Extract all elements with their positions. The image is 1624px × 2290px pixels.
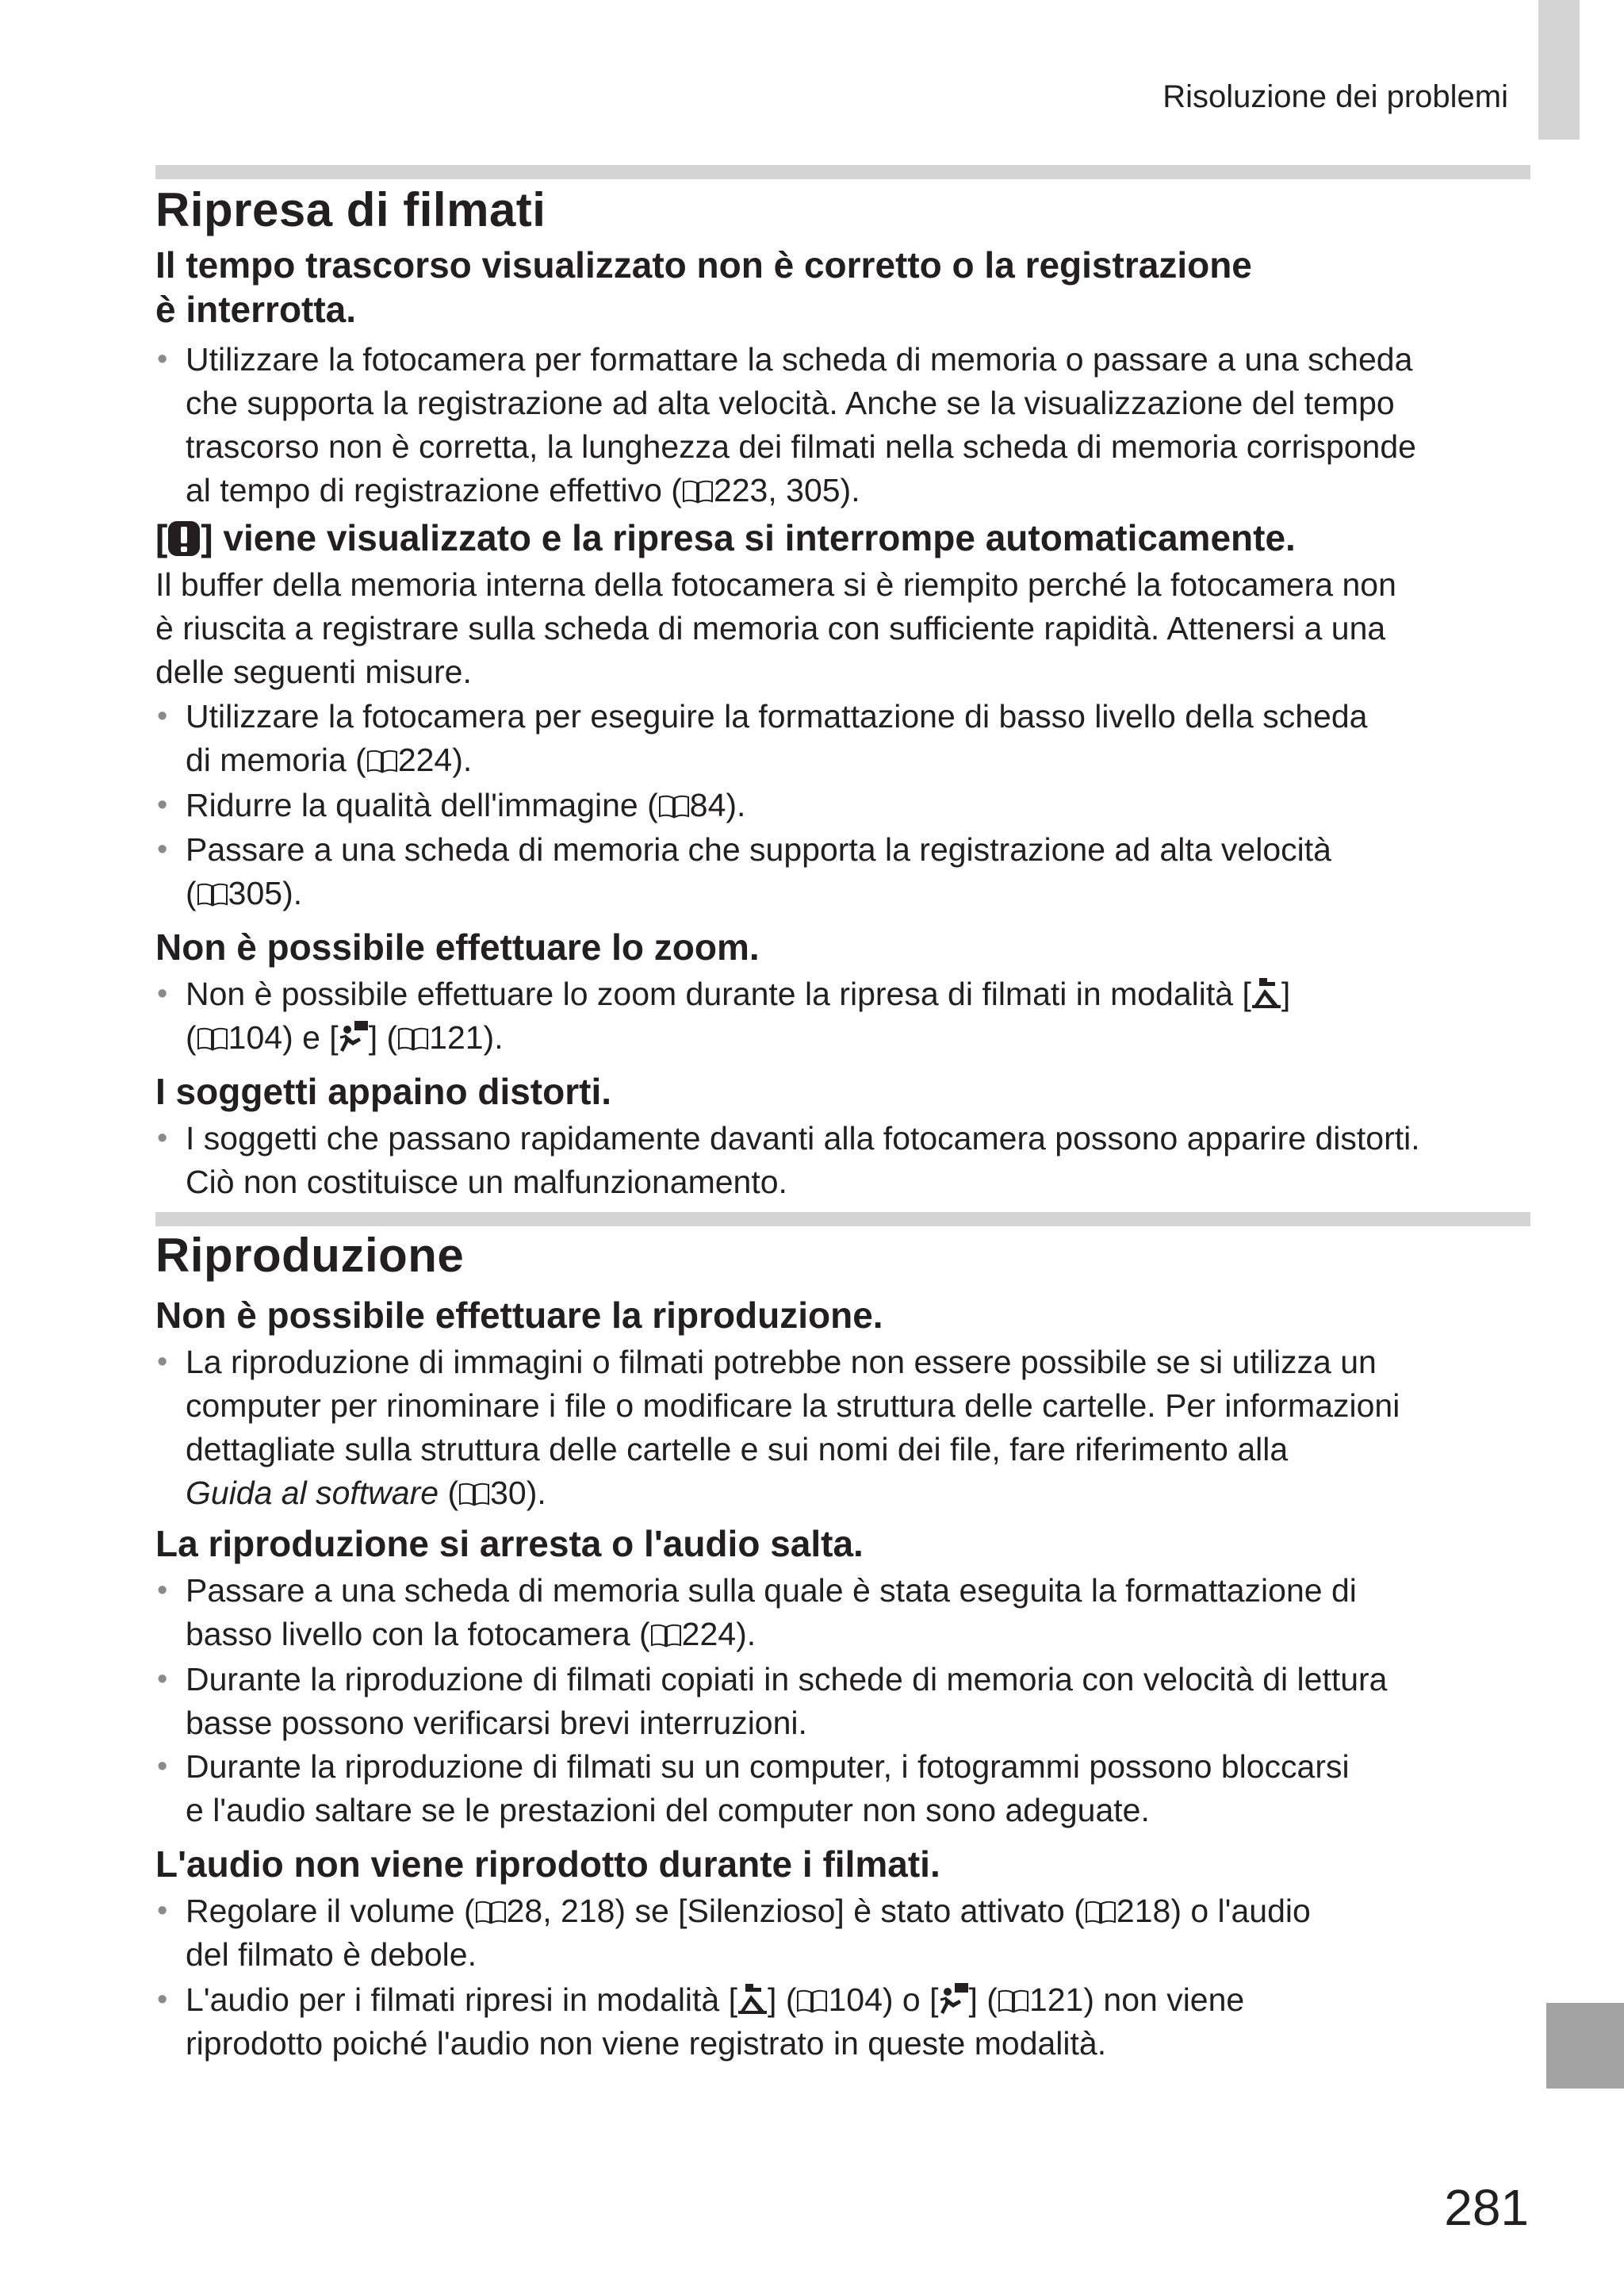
chapter-tab-side bbox=[1546, 2003, 1624, 2089]
section-title-riproduzione: Riproduzione bbox=[155, 1229, 465, 1282]
bullet: • bbox=[157, 1574, 168, 1607]
bullet: • bbox=[157, 1894, 168, 1928]
list-item: • Durante la riproduzione di filmati copiati in schede di memoria con velocità di lettura basse possono verificarsi brevi interruzioni. bbox=[155, 1658, 1535, 1745]
book-reference-icon bbox=[197, 883, 228, 907]
question-heading: [ ] viene visualizzato e la ripresa si interrompe automaticamente. bbox=[155, 517, 1296, 558]
list-item: • Passare a una scheda di memoria che supporta la registrazione ad alta velocità ( 305). bbox=[155, 828, 1535, 915]
page-number: 281 bbox=[1444, 2179, 1529, 2236]
chapter-tab-top bbox=[1538, 0, 1580, 140]
question-heading: Non è possibile effettuare lo zoom. bbox=[155, 926, 760, 968]
list-item: • L'audio per i filmati ripresi in modalità [ ] ( 104) o [ ] ( 121) non viene riprodotto poiché l'audio non viene registrato in queste modalità. bbox=[155, 1978, 1535, 2066]
section-title-ripresa: Ripresa di filmati bbox=[155, 183, 546, 236]
list-item: • La riproduzione di immagini o filmati potrebbe non essere possibile se si utilizza un computer per rinominare i file o modificare la struttura delle cartelle. Per informazioni dettagliate sulla struttura delle cartelle e sui nomi dei file, fare riferimento alla Guida al software ( 30). bbox=[155, 1341, 1535, 1515]
list-item: • Utilizzare la fotocamera per formattare la scheda di memoria o passare a una scheda che supporta la registrazione ad alta velocità. Anche se la visualizzazione del tempo trascorso non è corretta, la lunghezza dei filmati nella scheda di memoria corrisponde al tempo di registrazione effettivo ( 223, 305). bbox=[155, 338, 1535, 512]
miniature-mode-icon bbox=[1251, 976, 1281, 1010]
list-item: • Non è possibile effettuare lo zoom durante la ripresa di filmati in modalità [ ] ( 104) e [ ] ( 121). bbox=[155, 972, 1535, 1060]
book-reference-icon bbox=[397, 1027, 429, 1051]
list-item: • Regolare il volume ( 28, 218) se [Silenzioso] è stato attivato ( 218) o l'audio del filmato è debole. bbox=[155, 1889, 1535, 1977]
list-item: • Passare a una scheda di memoria sulla quale è stata eseguita la formattazione di basso livello con la fotocamera ( 224). bbox=[155, 1569, 1535, 1656]
question-heading: Il tempo trascorso visualizzato non è corretto o la registrazione è interrotta. bbox=[155, 244, 1252, 330]
book-reference-icon bbox=[796, 1989, 828, 2013]
list-item: • I soggetti che passano rapidamente davanti alla fotocamera possono apparire distorti. Ciò non costituisce un malfunzionamento. bbox=[155, 1117, 1535, 1204]
bullet: • bbox=[157, 833, 168, 866]
question-heading: Non è possibile effettuare la riproduzione. bbox=[155, 1295, 883, 1336]
miniature-mode-icon bbox=[737, 1982, 768, 2016]
bullet: • bbox=[157, 1750, 168, 1783]
list-item: • Utilizzare la fotocamera per eseguire la formattazione di basso livello della scheda di memoria ( 224). bbox=[155, 695, 1535, 782]
bullet: • bbox=[157, 1345, 168, 1379]
bullet: • bbox=[157, 1983, 168, 2016]
bullet: • bbox=[157, 343, 168, 376]
bullet: • bbox=[157, 1122, 168, 1155]
exclamation-warning-icon bbox=[167, 520, 201, 557]
book-reference-icon bbox=[197, 1027, 228, 1051]
book-reference-icon bbox=[682, 480, 714, 504]
book-reference-icon bbox=[1085, 1901, 1116, 1924]
bullet: • bbox=[157, 1663, 168, 1696]
section-divider bbox=[155, 165, 1530, 179]
book-reference-icon bbox=[998, 1989, 1029, 2013]
bullet: • bbox=[157, 977, 168, 1011]
section-divider bbox=[155, 1212, 1530, 1226]
question-heading: I soggetti appaino distorti. bbox=[155, 1071, 611, 1112]
question-heading: La riproduzione si arresta o l'audio salta. bbox=[155, 1523, 864, 1564]
toy-camera-mode-icon bbox=[339, 1020, 369, 1053]
running-header: Risoluzione dei problemi bbox=[1162, 79, 1508, 114]
book-reference-icon bbox=[458, 1483, 490, 1506]
bullet: • bbox=[157, 700, 168, 733]
list-item: • Ridurre la qualità dell'immagine ( 84). bbox=[155, 784, 1535, 827]
toy-camera-mode-icon bbox=[939, 1982, 969, 2016]
book-reference-icon bbox=[475, 1901, 507, 1924]
book-reference-icon bbox=[658, 795, 690, 819]
book-reference-icon bbox=[650, 1624, 682, 1647]
book-reference-icon bbox=[366, 750, 398, 773]
question-heading: L'audio non viene riprodotto durante i filmati. bbox=[155, 1843, 940, 1885]
bullet: • bbox=[157, 788, 168, 822]
paragraph: Il buffer della memoria interna della fotocamera si è riempito perché la fotocamera non è riuscita a registrare sulla scheda di memoria con sufficiente rapidità. Attenersi a una delle seguenti misure. bbox=[155, 566, 1396, 690]
list-item: • Durante la riproduzione di filmati su un computer, i fotogrammi possono bloccarsi e l'audio saltare se le prestazioni del computer non sono adeguate. bbox=[155, 1745, 1535, 1832]
